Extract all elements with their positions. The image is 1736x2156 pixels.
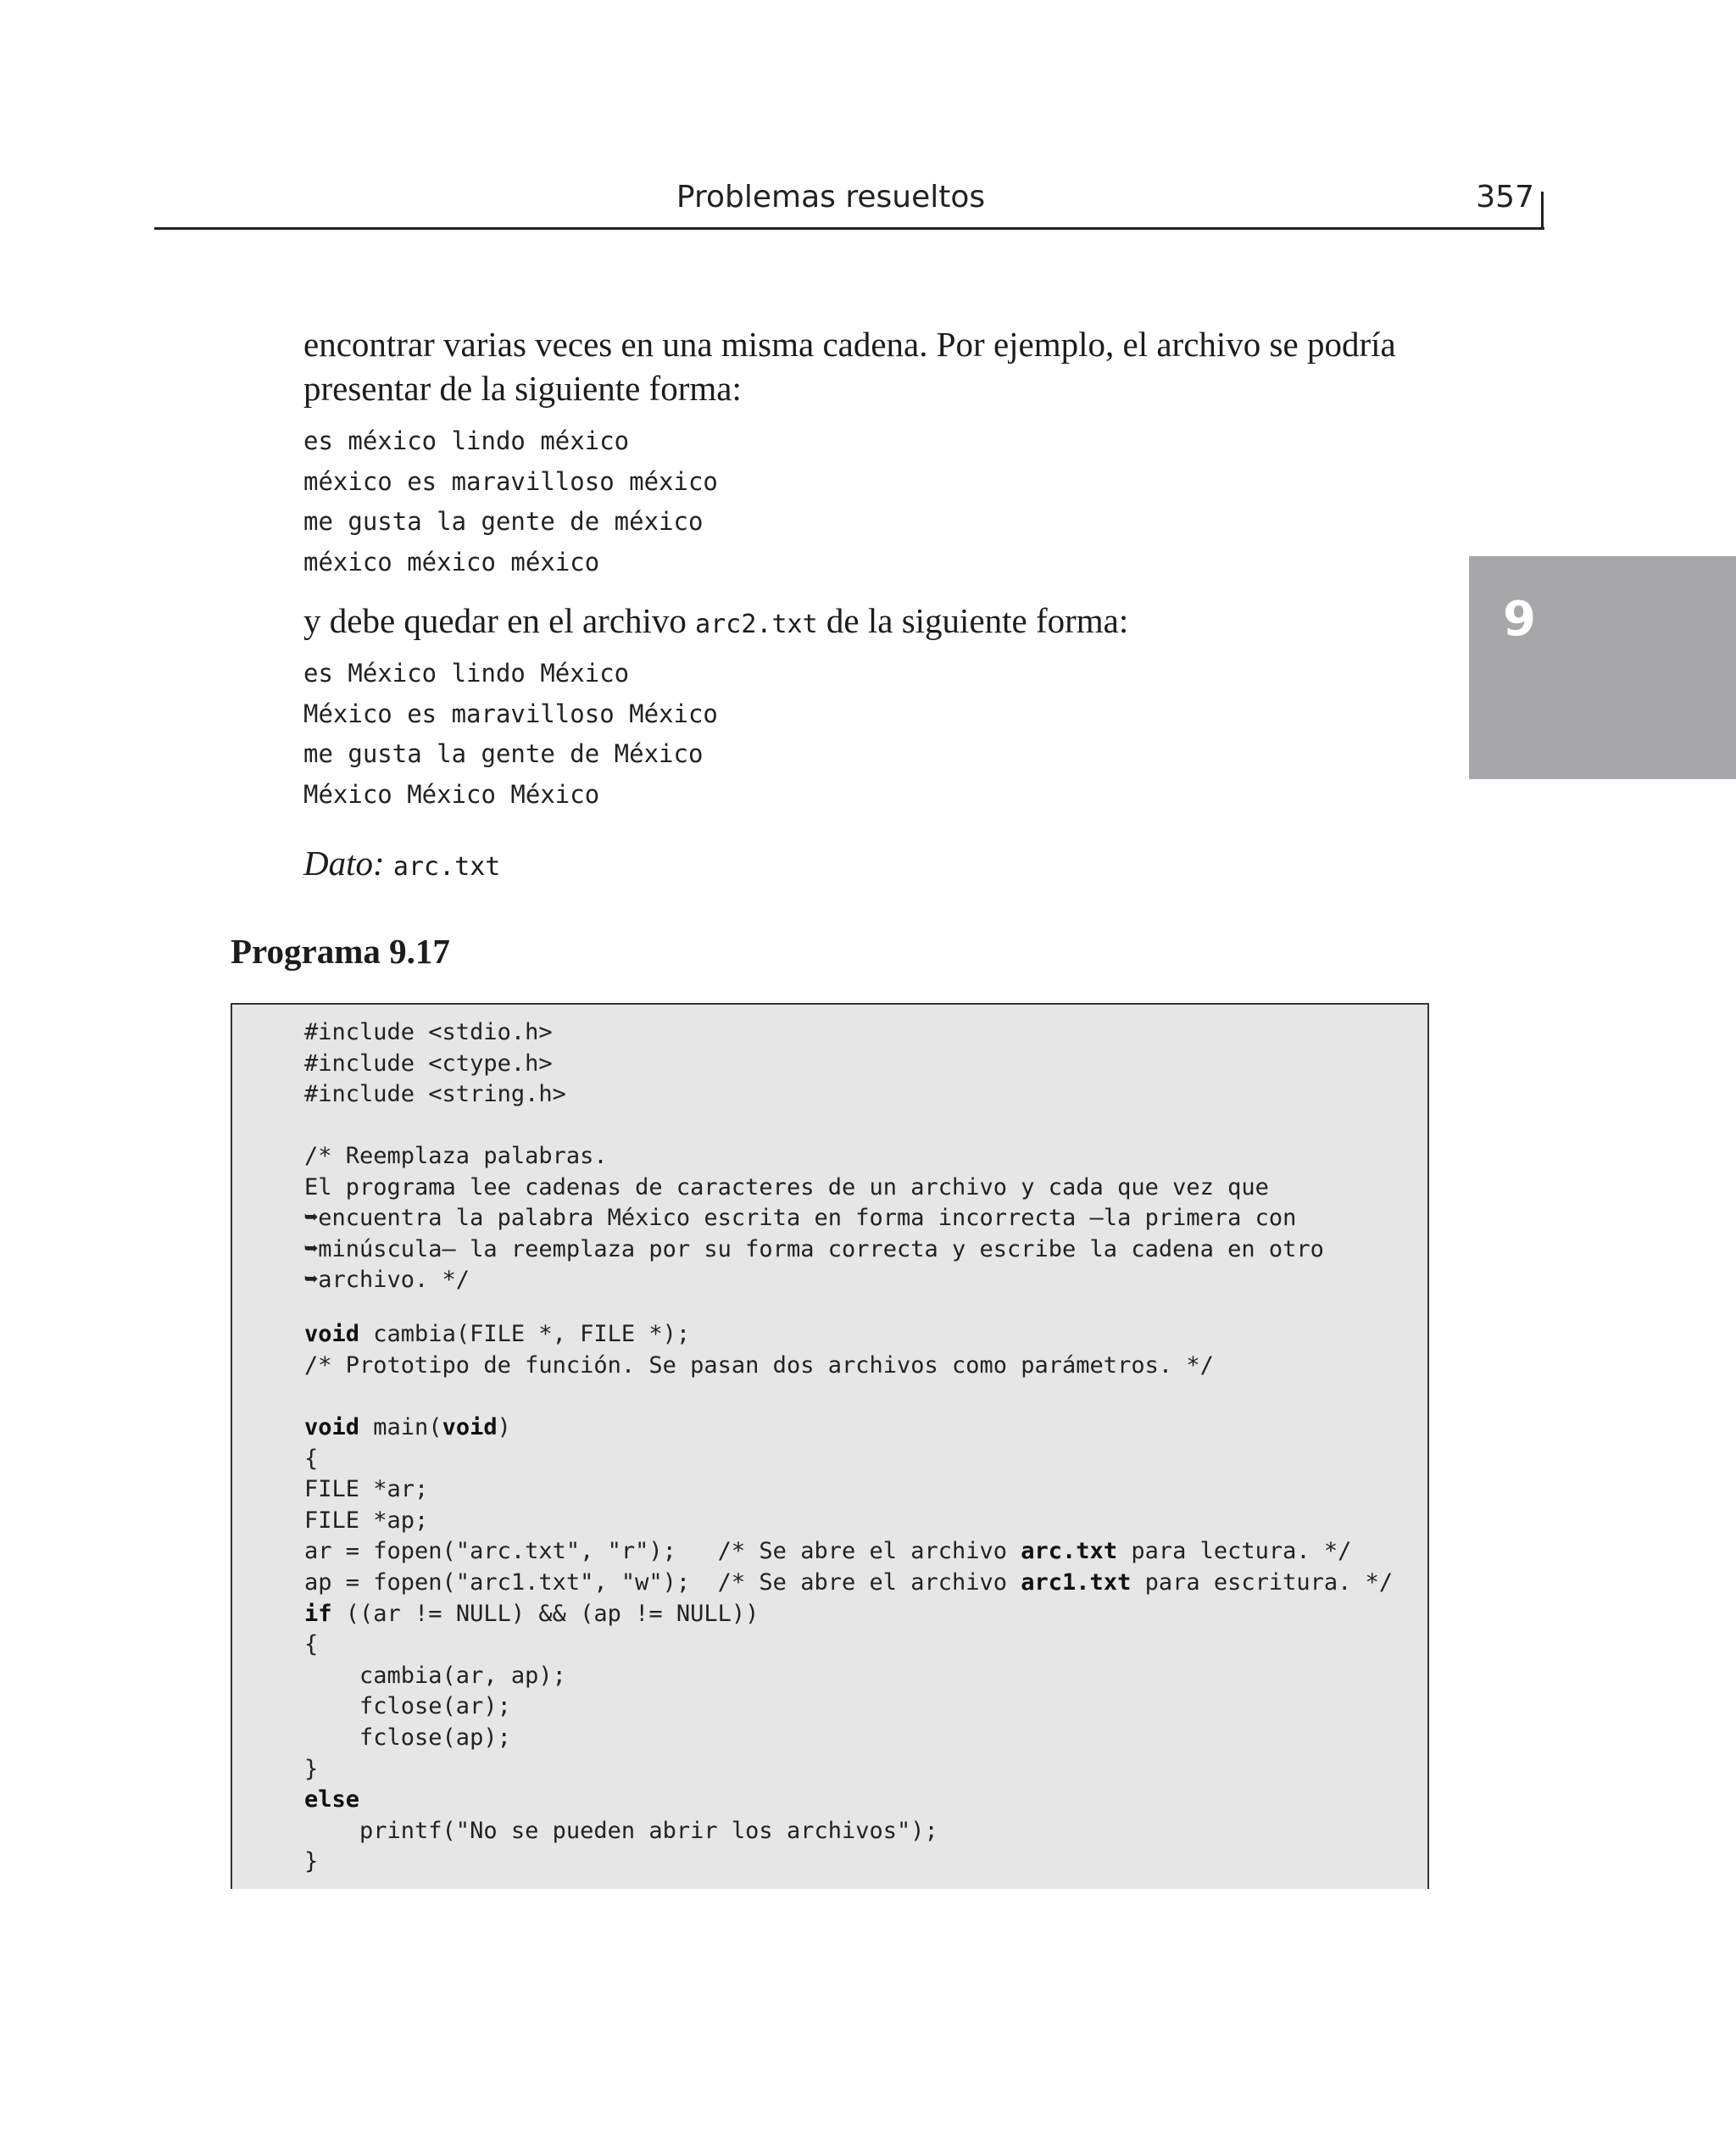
code-includes — [304, 1017, 566, 1111]
code-line: ➥archivo. */ — [304, 1267, 470, 1294]
code-line: { — [304, 1631, 319, 1658]
code-line: fclose(ar); — [304, 1693, 511, 1720]
code-line: #include <ctype.h> — [304, 1050, 553, 1077]
code-line: void cambia(FILE *, FILE *); — [304, 1321, 691, 1347]
code-line: FILE *ap; — [304, 1507, 429, 1534]
code-line — [304, 1785, 1393, 1816]
input-line: méxico méxico méxico — [303, 547, 600, 577]
code-line: ➥minúscula— la reemplaza por su forma correcta y escribe la cadena en otro — [304, 1235, 1324, 1262]
keyword: else — [304, 1786, 360, 1813]
dato-label: Dato: — [303, 844, 385, 883]
code-line: ➥encuentra la palabra México escrita en forma incorrecta —la primera con — [304, 1205, 1297, 1232]
header-rule — [154, 227, 1544, 230]
output-line: México es maravilloso México — [303, 699, 718, 728]
code-line: FILE *ar; — [304, 1476, 429, 1503]
code-line: } — [304, 1755, 319, 1782]
dato-line — [303, 841, 1422, 889]
code-comment-block — [304, 1141, 1324, 1296]
output-intro — [303, 599, 1422, 647]
input-example — [303, 421, 718, 582]
output-line: me gusta la gente de México — [303, 739, 704, 768]
output-filename: arc2.txt — [695, 610, 818, 639]
code-line: #include <stdio.h> — [304, 1019, 553, 1045]
code-line: fclose(ap); — [304, 1724, 511, 1751]
code-line: { — [304, 1445, 319, 1472]
keyword: void — [304, 1414, 360, 1440]
code-line: ap = fopen("arc1.txt", "w"); /* Se abre el archivo arc1.txt para escritura. */ — [304, 1568, 1394, 1596]
keyword: void — [442, 1414, 498, 1440]
chapter-tab — [1469, 556, 1736, 779]
input-line: es méxico lindo méxico — [303, 426, 630, 455]
code-main — [304, 1412, 1393, 1878]
output-intro-after: de la siguiente forma: — [817, 601, 1129, 640]
output-line: México México México — [303, 779, 600, 809]
input-line: me gusta la gente de méxico — [303, 507, 704, 536]
input-line: méxico es maravilloso méxico — [303, 466, 718, 496]
code-line: /* Reemplaza palabras. — [304, 1143, 608, 1169]
code-line: if ((ar != NULL) && (ap != NULL)) — [304, 1600, 760, 1627]
page-number: 357 — [1476, 180, 1534, 214]
code-line: cambia(ar, ap); — [304, 1662, 566, 1689]
code-prototype — [304, 1319, 1214, 1381]
chapter-number: 9 — [1503, 592, 1536, 647]
code-line: El programa lee cadenas de caracteres de un archivo y cada que vez que — [304, 1173, 1269, 1201]
code-line: } — [304, 1848, 319, 1875]
dato-value: arc.txt — [392, 852, 501, 882]
output-example — [303, 654, 718, 815]
running-header-title: Problemas resueltos — [676, 180, 986, 214]
code-listing — [231, 1003, 1429, 1889]
code-line: printf("No se pueden abrir los archivos"); — [304, 1817, 938, 1844]
header-rule-tick — [1541, 192, 1544, 230]
keyword: void — [304, 1321, 360, 1347]
output-line: es México lindo México — [303, 659, 630, 688]
code-line: void main(void) — [304, 1414, 511, 1440]
code-line: /* Prototipo de función. Se pasan dos archivos como parámetros. */ — [304, 1351, 1214, 1379]
code-line: ar = fopen("arc.txt", "r"); /* Se abre el archivo arc.txt para lectura. */ — [304, 1538, 1352, 1565]
keyword: if — [304, 1600, 332, 1627]
program-heading: Programa 9.17 — [231, 932, 450, 971]
code-line: #include <string.h> — [304, 1081, 566, 1108]
output-intro-before: y debe quedar en el archivo — [303, 601, 696, 640]
intro-paragraph: encontrar varias veces en una misma cadena. Por ejemplo, el archivo se podría presentar de la siguiente forma: — [303, 325, 1396, 408]
